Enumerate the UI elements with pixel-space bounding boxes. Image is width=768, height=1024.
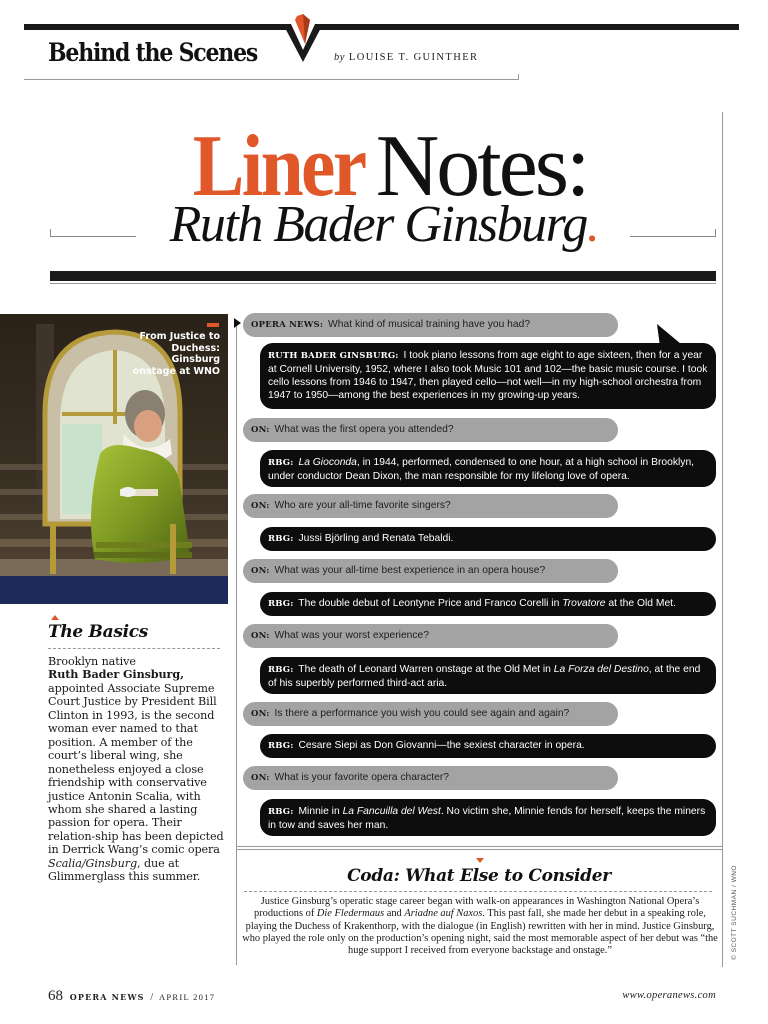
basics-intro: Brooklyn native: [48, 655, 136, 668]
coda-arrow-icon: [476, 858, 484, 863]
coda-rule-bottom: [236, 849, 722, 850]
coda-dashed-rule: [244, 891, 712, 892]
question-label: ON:: [251, 566, 270, 576]
byline-prefix: by: [334, 52, 345, 63]
header-underline: [24, 79, 519, 80]
answer-bubble: [260, 343, 716, 409]
question-text: What kind of musical training have you had?: [328, 319, 531, 330]
footer-separator: /: [150, 992, 154, 1003]
qa-pointer-icon: [234, 318, 241, 328]
answer-opera-title: La Forza del Destino: [553, 664, 649, 675]
answer-bubble: [260, 734, 716, 758]
answer-label: RUTH BADER GINSBURG:: [268, 351, 399, 361]
question-label: OPERA NEWS:: [251, 320, 324, 330]
byline: [334, 52, 478, 63]
subtitle-dot: .: [586, 196, 599, 253]
answer-text: I took piano lessons from age eight to age sixteen, then for a year at Cornell University, 1952, where I also took Music 101 and 102—the basic music course. I took cello lessons from 1946 to 1947, then played cello—not well—in my high-school orchestra from 1947 to 1950—among the best experiences in my growing-up years.: [268, 350, 708, 401]
basics-name: Ruth Bader Ginsburg,: [48, 667, 184, 682]
answer-bubble: [260, 657, 716, 694]
basics-heading: The Basics: [48, 622, 149, 642]
answer-bubble: [260, 592, 716, 616]
coda-and: and: [384, 908, 405, 920]
answer-text: The double debut of Leontyne Price and Franco Corelli in: [298, 598, 563, 609]
question-bubble: [243, 702, 618, 726]
question-text: What was your all-time best experience in an opera house?: [274, 565, 546, 576]
basics-rule: [48, 648, 220, 649]
question-text: What was your worst experience?: [274, 630, 430, 641]
answer-bubble: [260, 450, 716, 487]
answer-label: RBG:: [268, 807, 294, 817]
caption-accent-bar: [207, 323, 219, 327]
answer-label: RBG:: [268, 665, 294, 675]
issue-date: APRIL 2017: [158, 992, 216, 1002]
publication-name: OPERA NEWS: [69, 992, 145, 1002]
coda-body: [240, 896, 720, 957]
title-thick-rule: [50, 271, 716, 281]
answer-opera-title: La Gioconda: [298, 457, 357, 468]
question-text: Is there a performance you wish you could see again and again?: [274, 708, 570, 719]
byline-author: LOUISE T. GUINTHER: [348, 52, 479, 63]
basics-text: appointed Associate Supreme Court Justice by President Bill Clinton in 1993, is the second woman ever named to that position. A member of the court’s liberal wing, she nonetheless enjoyed a close friendship with conservative justice Antonin Scalia, with whom she shared a lasting passion for opera. Their relation-ship has been depicted in Derrick Wang’s comic opera: [48, 681, 224, 857]
coda-opera-2: Ariadne auf Naxos: [404, 908, 483, 920]
answer-text: , in 1944, performed, condensed to one hour, at a high school in Brooklyn, under conductor Dean Dixon, the man responsible for my lifelong love of opera.: [268, 457, 695, 482]
question-bubble: [243, 494, 618, 518]
photo-caption: From Justice to Duchess: Ginsburg onstage at WNO: [132, 331, 220, 377]
answer-bubble: [260, 527, 716, 551]
coda-heading: Coda: What Else to Consider: [347, 866, 611, 886]
title-word-notes: Notes:: [375, 118, 588, 215]
page-subtitle: [0, 193, 768, 257]
question-label: ON:: [251, 501, 270, 511]
question-bubble: [243, 766, 618, 790]
question-text: What is your favorite opera character?: [274, 772, 450, 783]
answer-label: RBG:: [268, 458, 294, 468]
coda-text-1: Justice Ginsburg’s operatic stage career began with walk-on appearances in Washington National Opera’s productions of: [253, 896, 700, 920]
question-text: Who are your all-time favorite singers?: [274, 500, 451, 511]
footer-folio: [48, 988, 215, 1005]
photo-credit: © SCOTT SUCHMAN / WNO: [731, 865, 738, 960]
question-bubble: [243, 559, 618, 583]
question-text: What was the first opera you attended?: [274, 424, 454, 435]
question-label: ON:: [251, 773, 270, 783]
page-number: 68: [48, 988, 63, 1004]
section-title: Behind the Scenes: [48, 38, 258, 68]
answer-text-after: at the Old Met.: [605, 598, 676, 609]
basics-opera-title: Scalia/Ginsburg: [48, 856, 138, 870]
answer-text: Minnie in: [298, 806, 343, 817]
basics-body: [48, 655, 230, 884]
answer-bubble: [260, 799, 716, 836]
answer-text: Cesare Siepi as Don Giovanni—the sexiest character in opera.: [298, 740, 585, 751]
question-label: ON:: [251, 631, 270, 641]
coda-rule-top: [236, 846, 722, 847]
answer-text: Jussi Björling and Renata Tebaldi.: [298, 533, 454, 544]
answer-text-after: . No victim she, Minnie fends for herself, keeps the miners in tow and saves her man.: [268, 806, 706, 831]
header-top-rule: [24, 24, 739, 30]
subtitle-name: Ruth Bader Ginsburg: [169, 196, 587, 253]
coda-opera-1: Die Fledermaus: [316, 908, 385, 920]
title-thin-rule: [50, 283, 716, 284]
question-label: ON:: [251, 425, 270, 435]
basics-arrow-icon: [51, 615, 59, 620]
title-word-liner: Liner: [192, 118, 365, 215]
question-bubble: [243, 313, 618, 337]
coda-text-2: . This past fall, she made her debut in a speaking role, playing the Duchess of Krakenthorp, with the dialogue (in English) rewritten with her in mind. Justice Ginsburg, who played the role only on the production’s opening night, said the most memorable aspect of her debut was “the huge support I received from everyone backstage and onstage.”: [242, 908, 718, 957]
header-underline-tick: [518, 74, 519, 80]
answer-label: RBG:: [268, 741, 294, 751]
answer-opera-title: Trovatore: [562, 598, 606, 609]
question-label: ON:: [251, 709, 270, 719]
website-link[interactable]: www.operanews.com: [622, 990, 716, 1001]
answer-opera-title: La Fancuilla del West: [342, 806, 441, 817]
basics-ending: , due at Glimmerglass this summer.: [48, 856, 201, 884]
answer-text: The death of Leonard Warren onstage at the Old Met in: [298, 664, 554, 675]
answer-text-after: , at the end of his superbly performed third-act aria.: [268, 664, 701, 689]
answer-label: RBG:: [268, 534, 294, 544]
question-bubble: [243, 418, 618, 442]
chevron-notch-icon: [283, 14, 323, 64]
answer-label: RBG:: [268, 599, 294, 609]
question-bubble: [243, 624, 618, 648]
